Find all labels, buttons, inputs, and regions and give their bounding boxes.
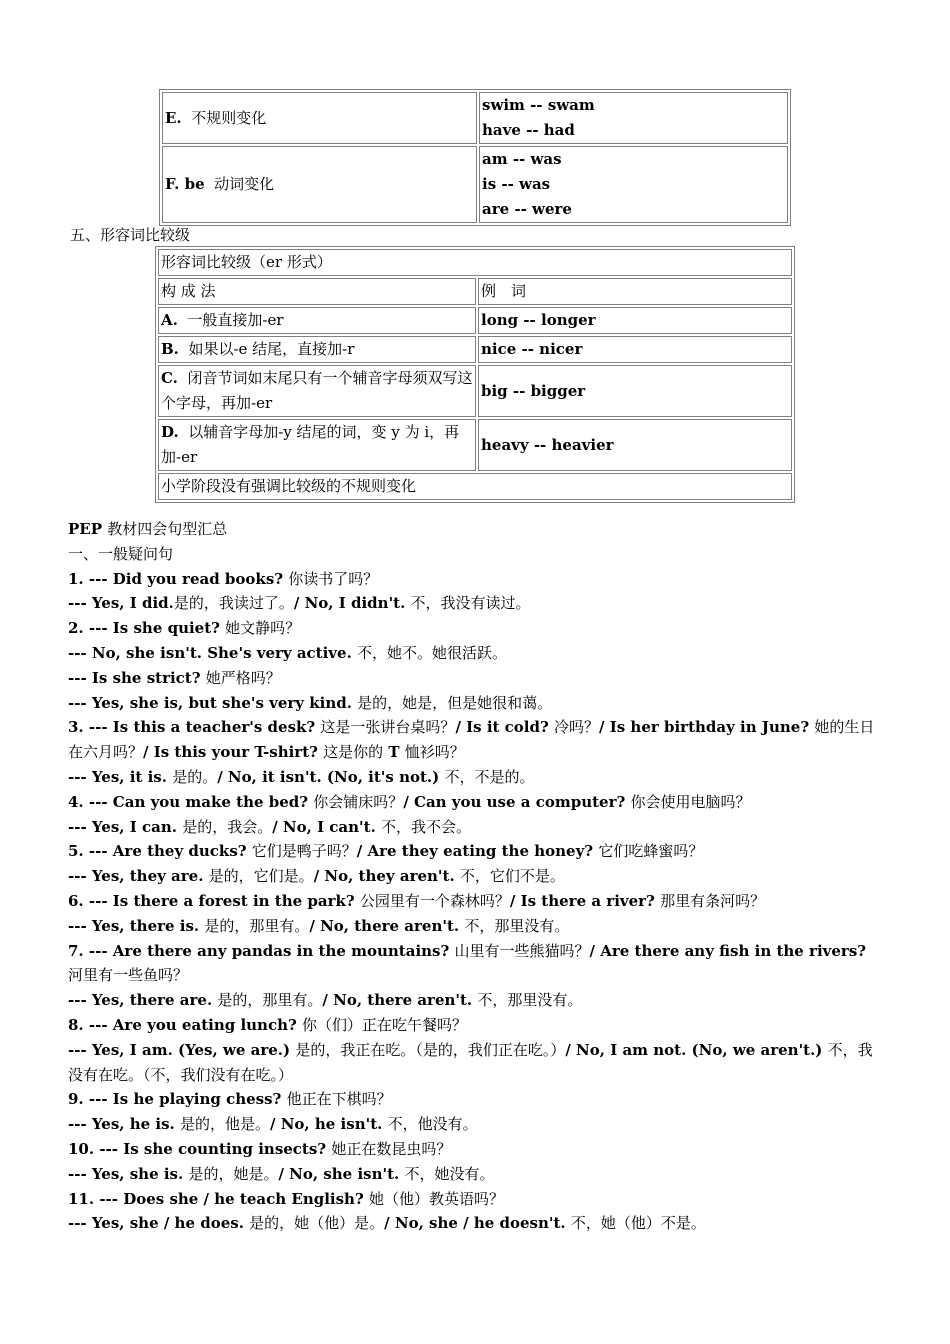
example-line: am -- was bbox=[482, 150, 562, 168]
example-cell bbox=[478, 365, 792, 417]
qa-line: 5. --- Are they ducks? 它们是鸭子吗？/ Are they eating the honey? 它们吃蜂蜜吗？ bbox=[68, 842, 704, 861]
rule-label: A. bbox=[161, 311, 178, 329]
adjective-comparative-table bbox=[155, 246, 795, 503]
pep-title-text: PEP 教材四会句型汇总 bbox=[68, 520, 228, 538]
pep-title bbox=[68, 517, 884, 542]
qa-line: --- No, she isn't. She's very active. 不，她不。她很活跃。 bbox=[68, 643, 508, 662]
table-caption: 形容词比较级（er 形式） bbox=[158, 249, 792, 276]
rule-label: D. bbox=[161, 423, 179, 441]
rule-label: C. bbox=[161, 369, 178, 387]
qa-line: --- Yes, it is. 是的。/ No, it isn't. (No, it's not.) 不，不是的。 bbox=[68, 767, 535, 786]
qa-line: --- Yes, she is, but she's very kind. 是的，她是，但是她很和蔼。 bbox=[68, 693, 553, 712]
qa-line: --- Yes, there is. 是的，那里有。/ No, there aren't. 不，那里没有。 bbox=[68, 916, 570, 935]
example-line: are -- were bbox=[482, 200, 572, 218]
rule-label: B. bbox=[161, 340, 179, 358]
qa-line: 2. --- Is she quiet? 她文静吗？ bbox=[68, 619, 301, 638]
verb-rule-cell bbox=[162, 146, 477, 223]
qa-line: 1. --- Did you read books? 你读书了吗？ bbox=[68, 569, 379, 588]
verb-rule-cell bbox=[162, 92, 477, 144]
example-line: is -- was bbox=[482, 175, 551, 193]
qa-line: --- Yes, she / he does. 是的，她（他）是。/ No, she / he doesn't. 不，她（他）不是。 bbox=[68, 1214, 706, 1233]
table-footer: 小学阶段没有强调比较级的不规则变化 bbox=[158, 473, 792, 500]
qa-line: --- Yes, there are. 是的，那里有。/ No, there aren't. 不，那里没有。 bbox=[68, 991, 583, 1010]
rule-text: 以辅音字母加-y 结尾的词，变 y 为 i，再加-er bbox=[161, 423, 460, 466]
qa-list bbox=[68, 567, 884, 1237]
rule-text: 动词变化 bbox=[214, 175, 275, 193]
qa-line: --- Yes, they are. 是的，它们是。/ No, they aren't. 不，它们不是。 bbox=[68, 867, 565, 886]
rule-text: 不规则变化 bbox=[191, 108, 267, 127]
section-title: 五、形容词比较级 bbox=[70, 226, 191, 244]
qa-line: --- Yes, she is. 是的，她是。/ No, she isn't. 不，她没有。 bbox=[68, 1164, 495, 1183]
rule-text: 一般直接加-er bbox=[187, 311, 284, 329]
qa-line: 4. --- Can you make the bed? 你会铺床吗？/ Can you use a computer? 你会使用电脑吗？ bbox=[68, 792, 751, 811]
header-method: 构 成 法 bbox=[158, 278, 476, 305]
rule-text: 闭音节词如末尾只有一个辅音字母须双写这个字母，再加-er bbox=[161, 369, 473, 412]
example-text: long -- longer bbox=[481, 311, 596, 329]
example-cell bbox=[478, 336, 792, 363]
qa-line: 11. --- Does she / he teach English? 她（他）教英语吗？ bbox=[68, 1189, 504, 1208]
rule-cell bbox=[158, 336, 476, 363]
rule-cell bbox=[158, 307, 476, 334]
example-cell bbox=[478, 307, 792, 334]
qa-line: 3. --- Is this a teacher's desk? 这是一张讲台桌吗？/ Is it cold? 冷吗？/ Is her birthday in June? 她的生日在六月吗？/ Is this your T-shirt? 这是你的 T 恤衫吗？ bbox=[68, 718, 875, 762]
sub-title: 一、一般疑问句 bbox=[68, 544, 174, 563]
qa-line: --- Yes, I did.是的，我读过了。/ No, I didn't. 不，我没有读过。 bbox=[68, 594, 531, 613]
example-cell bbox=[478, 419, 792, 471]
qa-line: 7. --- Are there any pandas in the mountains? 山里有一些熊猫吗？/ Are there any fish in the rivers? 河里有一些鱼吗？ bbox=[68, 941, 867, 985]
qa-line: 9. --- Is he playing chess? 他正在下棋吗？ bbox=[68, 1090, 392, 1109]
qa-line: 8. --- Are you eating lunch? 你（们）正在吃午餐吗？ bbox=[68, 1015, 468, 1034]
qa-line: --- Yes, he is. 是的，他是。/ No, he isn't. 不，他没有。 bbox=[68, 1115, 478, 1134]
sentence-pattern-section bbox=[68, 517, 884, 1236]
verb-example-cell bbox=[479, 92, 788, 144]
qa-line: 6. --- Is there a forest in the park? 公园里有一个森林吗？/ Is there a river? 那里有条河吗？ bbox=[68, 891, 766, 910]
qa-line: --- Yes, I can. 是的，我会。/ No, I can't. 不，我不会。 bbox=[68, 817, 472, 836]
verb-past-tense-table bbox=[159, 89, 791, 226]
rule-text: 如果以-e 结尾，直接加-r bbox=[188, 340, 355, 358]
qa-line: --- Yes, I am. (Yes, we are.) 是的，我正在吃。（是的，我们正在吃。）/ No, I am not. (No, we aren't.) 不，我没有在吃。（不，我们没有在吃。） bbox=[68, 1040, 873, 1084]
qa-line: 10. --- Is she counting insects? 她正在数昆虫吗？ bbox=[68, 1139, 452, 1158]
rule-label: E. bbox=[165, 108, 182, 127]
rule-cell bbox=[158, 419, 476, 471]
header-example: 例 词 bbox=[478, 278, 792, 305]
example-line: swim -- swam bbox=[482, 96, 595, 114]
verb-example-cell bbox=[479, 146, 788, 223]
example-line: have -- had bbox=[482, 121, 575, 139]
example-text: big -- bigger bbox=[481, 381, 586, 400]
rule-cell bbox=[158, 365, 476, 417]
qa-line: --- Is she strict? 她严格吗？ bbox=[68, 668, 281, 687]
rule-label: F. be bbox=[165, 175, 205, 193]
example-text: heavy -- heavier bbox=[481, 435, 614, 454]
example-text: nice -- nicer bbox=[481, 340, 583, 358]
